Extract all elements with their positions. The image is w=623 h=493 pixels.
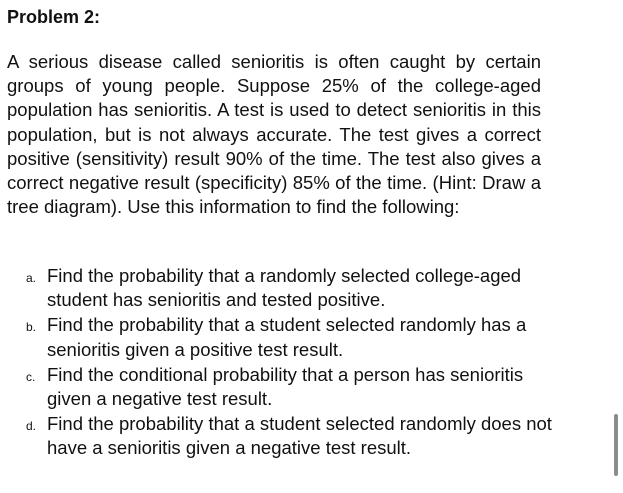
question-text: Find the probability that a randomly selected college-aged student has senioritis and tested positive. [47,265,522,311]
question-marker: c. [26,369,36,384]
question-item-b [20,313,560,361]
question-list [20,264,560,462]
question-text: Find the probability that a student selected randomly has a senioritis given a positive test result. [47,314,527,360]
question-marker: b. [26,320,37,335]
question-text: Find the probability that a student selected randomly does not have a senioritis given a negative test result. [47,413,552,459]
question-item-c [20,363,560,411]
question-text: Find the conditional probability that a person has senioritis given a negative test result. [47,363,524,410]
question-marker: d. [26,419,37,434]
question-marker: a. [26,271,37,285]
question-item-a [20,264,560,312]
question-item-d [20,412,560,460]
problem-statement: A serious disease called senioritis is often caught by certain groups of young people. Suppose 25% of the college-aged population has senioritis. A test is used to detect senioritis in this population, but is not always accurate. The test gives a correct positive (sensitivity) result 90% of the time. The test also gives a correct negative result (specificity) 85% of the time. (Hint: Draw a tree diagram). Use this information to find the following: [7,51,541,218]
problem-title: Problem 2: [7,7,101,27]
scrollbar-thumb[interactable] [614,414,618,476]
